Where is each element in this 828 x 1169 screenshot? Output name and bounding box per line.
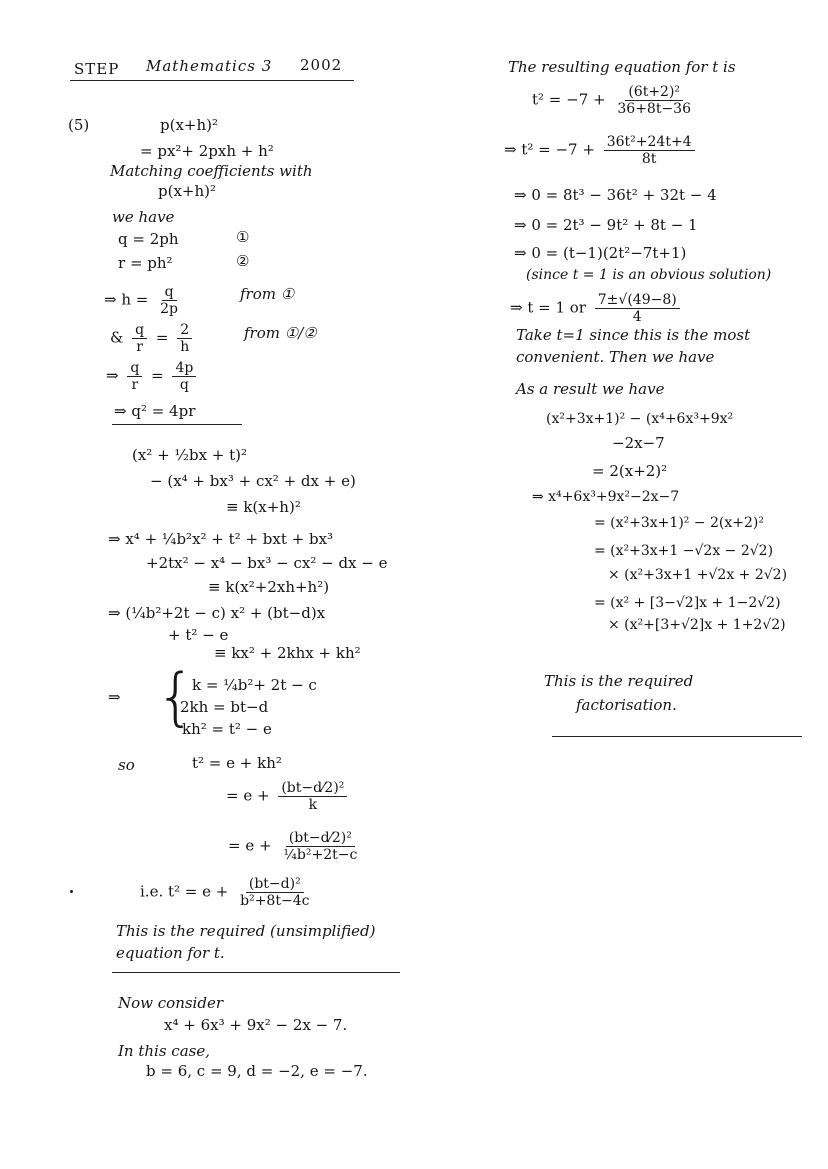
right-line-20: × (x²+[3+√2]x + 1+2√2) [608,617,786,633]
right-line-2-lead: t² = −7 + [532,90,606,109]
left-line-8-note: from ① [240,285,295,303]
left-line-25 [226,780,351,813]
fraction-denominator: 36+8t−36 [617,101,691,117]
right-line-21: This is the required [544,672,694,690]
right-line-14: = 2(x+2)² [592,462,668,480]
right-line-4: ⇒ 0 = 8t³ − 36t² + 32t − 4 [514,186,717,204]
header-underline [70,80,354,81]
fraction-denominator: 2p [160,301,178,317]
equation-marker-1: ① [236,228,250,246]
underline-1 [112,424,242,425]
fraction-q-over-2p [157,284,181,317]
left-line-17: ≡ k(x²+2xh+h²) [208,578,330,596]
underline-2 [112,972,400,973]
left-line-4: p(x+h)² [158,182,217,200]
right-line-10: convenient. Then we have [516,348,715,366]
equals-sign: = [155,328,169,347]
right-line-3-lead: ⇒ t² = −7 + [504,140,595,159]
fraction-2-over-h [177,322,192,355]
left-line-8-lead: ⇒ h = [104,290,149,309]
right-line-17: = (x²+3x+1 −√2x − 2√2) [594,543,774,559]
fraction-numerator: 4p [172,360,196,377]
left-line-15: ⇒ x⁴ + ¼b²x² + t² + bxt + bx³ [108,530,334,548]
fraction-final-equation [237,876,312,909]
left-line-21: k = ¼b²+ 2t − c [192,676,317,694]
left-line-32: In this case, [118,1042,210,1060]
left-line-27 [140,876,316,909]
fraction-numerator: (6t+2)² [625,84,683,101]
left-line-24-lead: so [118,756,135,774]
left-line-23: kh² = t² − e [182,720,272,738]
equation-marker-2: ② [236,252,250,270]
left-line-27-lead: i.e. t² = e + [140,882,229,901]
fraction-denominator: ¼b²+2t−c [283,847,358,863]
header-subject: Mathematics 3 [146,57,273,75]
left-line-14: ≡ k(x+h)² [226,498,301,516]
left-line-30: Now consider [118,994,223,1012]
fraction-denominator: 4 [632,309,642,325]
stray-dot [70,890,73,893]
left-line-1: p(x+h)² [160,116,219,134]
fraction-numerator: 36t²+24t+4 [604,134,695,151]
fraction-expanded [604,134,695,167]
left-line-13: − (x⁴ + bx³ + cx² + dx + e) [150,472,356,490]
right-line-11: As a result we have [516,380,665,398]
right-line-8-lead: ⇒ t = 1 or [510,298,586,317]
right-line-13: −2x−7 [612,434,665,452]
right-line-2 [532,84,698,117]
fraction-denominator: 8t [641,151,657,167]
right-line-7: (since t = 1 is an obvious solution) [526,267,772,283]
left-line-28: This is the required (unsimplified) [116,922,376,940]
fraction-numerator: 7±√(49−8) [595,292,680,309]
fraction-4p-over-q [172,360,196,393]
left-line-7: r = ph² [118,254,173,272]
left-line-2: = px²+ 2pxh + h² [140,142,274,160]
right-line-8 [510,292,684,325]
fraction-numerator: q [127,360,142,377]
left-line-26-lead: = e + [228,836,272,855]
fraction-quadratic-roots [595,292,680,325]
fraction-first-substitution [614,84,694,117]
fraction-numerator: (bt−d⁄2)² [278,780,347,797]
right-line-16: = (x²+3x+1)² − 2(x+2)² [594,515,765,531]
left-line-33: b = 6, c = 9, d = −2, e = −7. [146,1062,368,1080]
left-line-11: ⇒ q² = 4pr [114,402,196,420]
left-line-18: ⇒ (¼b²+2t − c) x² + (bt−d)x [108,604,326,622]
fraction-denominator: r [136,339,143,355]
header-year: 2002 [300,56,343,74]
right-line-19: = (x² + [3−√2]x + 1−2√2) [594,595,781,611]
question-number: (5) [68,116,90,134]
right-line-1: The resulting equation for t is [508,58,736,76]
fraction-numerator: q [162,284,177,301]
left-line-10 [106,360,200,393]
left-line-31: x⁴ + 6x³ + 9x² − 2x − 7. [164,1016,348,1034]
fraction-numerator: q [132,322,147,339]
fraction-numerator: 2 [177,322,192,339]
left-line-19: + t² − e [168,626,229,644]
left-line-16: +2tx² − x⁴ − bx³ − cx² − dx − e [146,554,388,572]
left-line-20: ≡ kx² + 2khx + kh² [214,644,361,662]
left-line-9-note: from ①/② [244,324,317,342]
underline-3 [552,736,802,737]
left-line-5: we have [112,208,175,226]
right-line-12: (x²+3x+1)² − (x⁴+6x³+9x² [546,411,734,427]
fraction-numerator: (bt−d)² [246,876,304,893]
left-line-3: Matching coefficients with [110,162,313,180]
left-line-6: q = 2ph [118,230,179,248]
left-line-21-lead: ⇒ [108,688,121,706]
fraction-denominator: h [180,339,190,355]
right-line-6: ⇒ 0 = (t−1)(2t²−7t+1) [514,244,687,262]
left-line-22: 2kh = bt−d [180,698,269,716]
right-line-3 [504,134,699,167]
left-line-10-lead: ⇒ [106,366,119,385]
fraction-q-over-r [127,360,142,393]
system-brace: { [156,660,196,733]
header-step: STEP [74,60,120,78]
fraction-q-over-r [132,322,147,355]
left-line-12: (x² + ½bx + t)² [132,446,248,464]
left-line-26 [228,830,364,863]
equals-sign: = [151,366,164,385]
left-line-8 [104,284,185,317]
fraction-denominator: r [131,377,139,393]
left-line-25-lead: = e + [226,786,270,805]
left-line-29: equation for t. [116,944,225,962]
fraction-over-k [278,780,347,813]
fraction-numerator: (bt−d⁄2)² [286,830,355,847]
fraction-denominator: q [179,377,189,393]
fraction-denominator: b²+8t−4c [240,893,310,909]
fraction-denominator: k [308,797,318,813]
right-line-18: × (x²+3x+1 +√2x + 2√2) [608,567,788,583]
left-line-9 [110,322,196,355]
right-line-5: ⇒ 0 = 2t³ − 9t² + 8t − 1 [514,216,698,234]
left-line-24: t² = e + kh² [192,754,282,772]
left-line-9-lead: & [110,328,124,347]
right-line-22: factorisation. [576,696,677,714]
right-line-15: ⇒ x⁴+6x³+9x²−2x−7 [532,489,680,505]
fraction-over-quadratic [280,830,360,863]
right-line-9: Take t=1 since this is the most [516,326,751,344]
